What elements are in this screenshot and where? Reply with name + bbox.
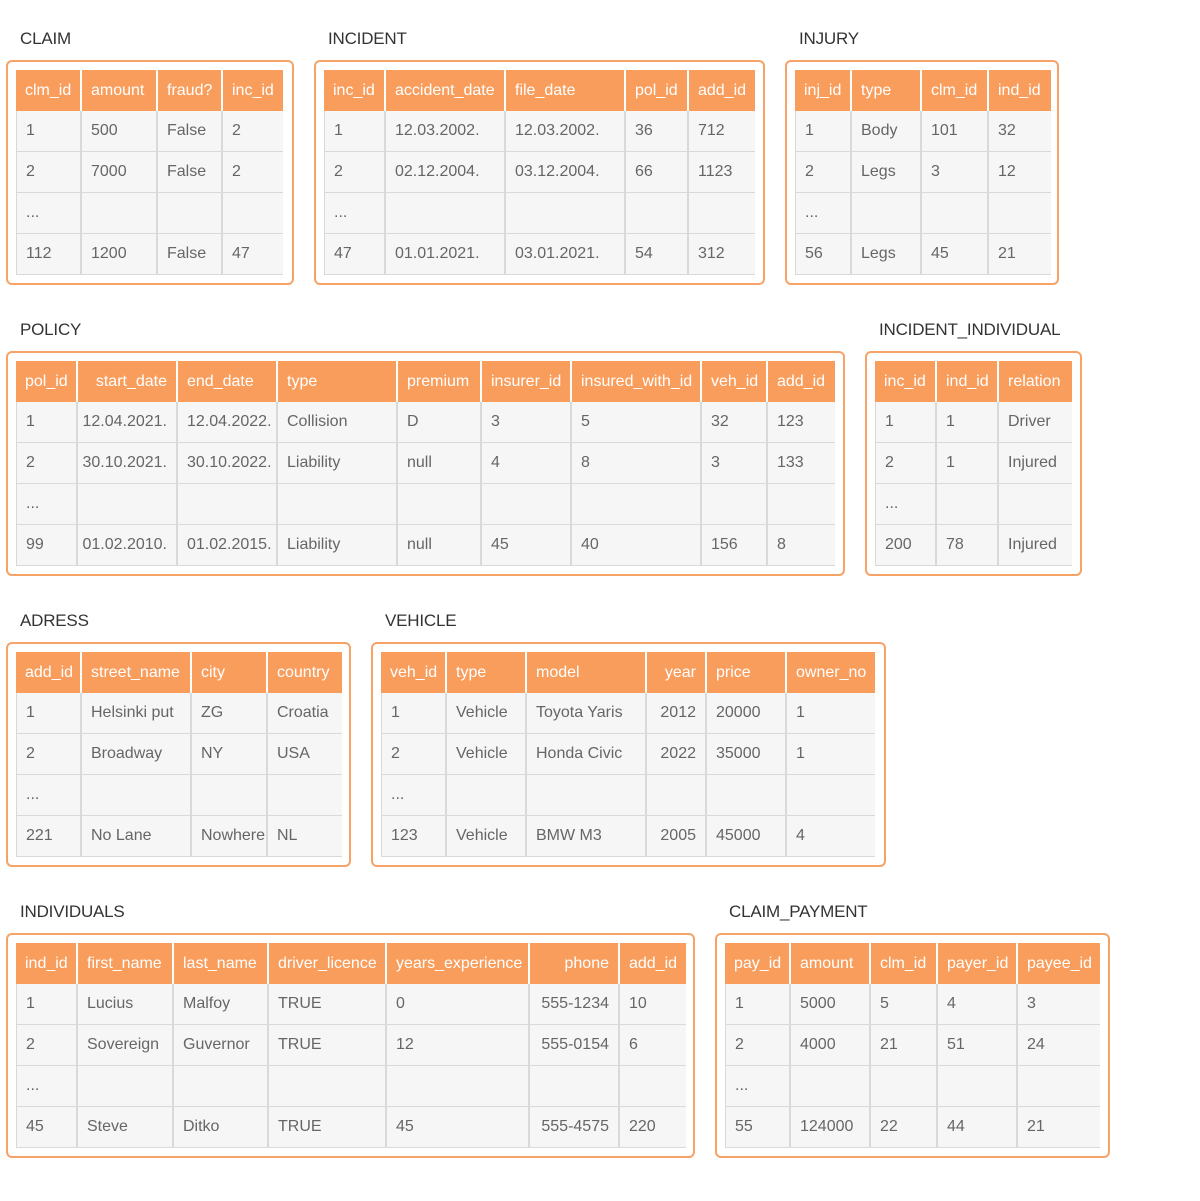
table-row (725, 1025, 1100, 1066)
table-cell: 1 (16, 984, 78, 1025)
table-cell: Collision (278, 402, 398, 443)
table-cell: 12 (387, 1025, 530, 1066)
individuals-table (16, 943, 686, 1148)
table-cell: 12.03.2002. (386, 111, 506, 152)
table-cell: 21 (871, 1025, 938, 1066)
column-header: accident_date (386, 70, 506, 111)
table-cell: 40 (572, 525, 702, 566)
table-cell: 45 (482, 525, 572, 566)
table-cell: 21 (1018, 1107, 1100, 1148)
table-cell: 35000 (707, 734, 787, 775)
table-cell: 112 (16, 234, 82, 275)
table-cell: Croatia (268, 693, 342, 734)
table-cell (278, 484, 398, 525)
table-cell: 56 (795, 234, 852, 275)
vehicle-table (381, 652, 875, 857)
table-header-row (16, 361, 835, 402)
table-cell: ... (16, 775, 82, 816)
column-header: type (278, 361, 398, 402)
table-cell: BMW M3 (527, 816, 647, 857)
table-cell (647, 775, 707, 816)
table-cell: TRUE (269, 1107, 387, 1148)
column-header: ind_id (989, 70, 1051, 111)
table-cell: 3 (1018, 984, 1100, 1025)
table-row (16, 111, 283, 152)
policy-table-title: POLICY (20, 320, 82, 339)
table-cell: 4 (938, 984, 1018, 1025)
column-header: year (647, 652, 707, 693)
vehicle-table-title: VEHICLE (385, 611, 457, 630)
table-cell: 1 (324, 111, 386, 152)
table-cell (482, 484, 572, 525)
table-cell: 78 (937, 525, 999, 566)
table-cell: Injured (999, 525, 1072, 566)
table-cell: 47 (324, 234, 386, 275)
table-cell: 500 (82, 111, 158, 152)
table-cell (78, 1066, 174, 1107)
table-row (16, 816, 342, 857)
table-cell: Legs (852, 152, 922, 193)
table-row (725, 1107, 1100, 1148)
column-header: add_id (620, 943, 686, 984)
table-cell: 02.12.2004. (386, 152, 506, 193)
table-cell: 2 (725, 1025, 791, 1066)
table-cell: 3 (922, 152, 989, 193)
table-cell (768, 484, 835, 525)
table-cell: ... (324, 193, 386, 234)
table-cell: 45000 (707, 816, 787, 857)
table-cell: False (158, 234, 223, 275)
table-cell (506, 193, 626, 234)
table-cell: NY (192, 734, 268, 775)
table-cell: Liability (278, 525, 398, 566)
table-cell: 45 (922, 234, 989, 275)
table-row (381, 816, 875, 857)
table-cell: 4000 (791, 1025, 871, 1066)
incident-individual-table-title: INCIDENT_INDIVIDUAL (879, 320, 1061, 339)
table-cell: 2005 (647, 816, 707, 857)
table-header-row (875, 361, 1072, 402)
column-header: payer_id (938, 943, 1018, 984)
table-row (16, 693, 342, 734)
table-cell: 20000 (707, 693, 787, 734)
table-cell: 55 (725, 1107, 791, 1148)
table-cell: 66 (626, 152, 689, 193)
table-cell: False (158, 111, 223, 152)
table-cell: Honda Civic (527, 734, 647, 775)
column-header: price (707, 652, 787, 693)
table-cell (78, 484, 178, 525)
column-header: inj_id (795, 70, 852, 111)
table-row (795, 193, 1051, 234)
table-cell (527, 775, 647, 816)
column-header: inc_id (875, 361, 937, 402)
table-cell: 1123 (689, 152, 755, 193)
table-cell (938, 1066, 1018, 1107)
table-cell: 221 (16, 816, 82, 857)
column-header: street_name (82, 652, 192, 693)
table-cell: 1 (795, 111, 852, 152)
column-header: clm_id (871, 943, 938, 984)
table-cell (82, 193, 158, 234)
table-cell: 555-0154 (530, 1025, 620, 1066)
table-cell: 8 (572, 443, 702, 484)
table-cell: 220 (620, 1107, 686, 1148)
table-cell (626, 193, 689, 234)
table-cell (852, 193, 922, 234)
table-cell: 30.10.2022. (178, 443, 278, 484)
table-cell: ... (795, 193, 852, 234)
table-cell: 99 (16, 525, 78, 566)
table-cell: 3 (702, 443, 768, 484)
table-cell: 2 (381, 734, 447, 775)
table-cell: 4 (482, 443, 572, 484)
column-header: ind_id (16, 943, 78, 984)
table-cell: 01.02.2015. (178, 525, 278, 566)
table-cell: Malfoy (174, 984, 269, 1025)
table-cell: 1 (381, 693, 447, 734)
table-cell: 5 (572, 402, 702, 443)
table-cell (791, 1066, 871, 1107)
column-header: city (192, 652, 268, 693)
column-header: veh_id (381, 652, 447, 693)
column-header: payee_id (1018, 943, 1100, 984)
table-row (381, 775, 875, 816)
table-cell: Nowhere (192, 816, 268, 857)
table-cell (386, 193, 506, 234)
table-cell: Vehicle (447, 734, 527, 775)
table-cell: 1 (16, 111, 82, 152)
table-cell (937, 484, 999, 525)
table-cell: 2 (223, 152, 283, 193)
table-cell (223, 193, 283, 234)
table-row (16, 402, 835, 443)
table-cell (158, 193, 223, 234)
table-row (16, 1066, 686, 1107)
incident-individual-table (875, 361, 1072, 566)
table-cell (530, 1066, 620, 1107)
table-cell: Ditko (174, 1107, 269, 1148)
table-cell: 21 (989, 234, 1051, 275)
column-header: end_date (178, 361, 278, 402)
table-header-row (795, 70, 1051, 111)
column-header: clm_id (16, 70, 82, 111)
table-cell: Injured (999, 443, 1072, 484)
table-row (324, 193, 755, 234)
table-row (381, 693, 875, 734)
table-cell: Body (852, 111, 922, 152)
column-header: clm_id (922, 70, 989, 111)
table-cell: 1 (937, 443, 999, 484)
table-row (875, 402, 1072, 443)
table-cell: 12 (989, 152, 1051, 193)
table-row (16, 734, 342, 775)
table-cell (707, 775, 787, 816)
column-header: add_id (689, 70, 755, 111)
table-cell (398, 484, 482, 525)
table-row (324, 234, 755, 275)
claim-table (16, 70, 283, 275)
table-cell (178, 484, 278, 525)
individuals-table-title: INDIVIDUALS (20, 902, 125, 921)
table-cell: 2 (223, 111, 283, 152)
table-row (795, 111, 1051, 152)
table-cell: 03.01.2021. (506, 234, 626, 275)
table-row (16, 775, 342, 816)
column-header: country (268, 652, 342, 693)
table-row (875, 443, 1072, 484)
table-cell: Lucius (78, 984, 174, 1025)
table-cell: 1 (875, 402, 937, 443)
column-header: amount (82, 70, 158, 111)
table-cell: 51 (938, 1025, 1018, 1066)
table-cell: 156 (702, 525, 768, 566)
table-cell: TRUE (269, 1025, 387, 1066)
table-cell: Legs (852, 234, 922, 275)
injury-table-title: INJURY (799, 29, 859, 48)
table-header-row (725, 943, 1100, 984)
table-row (381, 734, 875, 775)
column-header: type (447, 652, 527, 693)
column-header: pol_id (626, 70, 689, 111)
table-cell: 1200 (82, 234, 158, 275)
table-cell: 03.12.2004. (506, 152, 626, 193)
column-header: inc_id (324, 70, 386, 111)
table-cell: 47 (223, 234, 283, 275)
table-cell: TRUE (269, 984, 387, 1025)
table-row (16, 984, 686, 1025)
table-header-row (381, 652, 875, 693)
claim-table-title: CLAIM (20, 29, 71, 48)
adress-table (16, 652, 342, 857)
table-header-row (16, 943, 686, 984)
table-cell: USA (268, 734, 342, 775)
table-cell: Vehicle (447, 693, 527, 734)
table-cell: ZG (192, 693, 268, 734)
table-cell: 45 (387, 1107, 530, 1148)
column-header: veh_id (702, 361, 768, 402)
table-row (875, 525, 1072, 566)
table-cell: ... (16, 193, 82, 234)
table-header-row (16, 70, 283, 111)
table-cell (922, 193, 989, 234)
table-cell: 01.02.2010. (78, 525, 178, 566)
table-cell: 12.03.2002. (506, 111, 626, 152)
table-cell: 10 (620, 984, 686, 1025)
table-cell: 133 (768, 443, 835, 484)
column-header: premium (398, 361, 482, 402)
table-cell: 712 (689, 111, 755, 152)
table-cell: 7000 (82, 152, 158, 193)
table-row (16, 234, 283, 275)
table-cell (1018, 1066, 1100, 1107)
table-cell: 2 (875, 443, 937, 484)
column-header: phone (530, 943, 620, 984)
table-cell: 12.04.2022. (178, 402, 278, 443)
table-cell (268, 775, 342, 816)
table-row (16, 1107, 686, 1148)
table-cell (989, 193, 1051, 234)
table-row (16, 1025, 686, 1066)
table-cell: 3 (482, 402, 572, 443)
table-cell: 6 (620, 1025, 686, 1066)
table-cell: 22 (871, 1107, 938, 1148)
table-cell: Guvernor (174, 1025, 269, 1066)
table-cell (871, 1066, 938, 1107)
table-row (324, 111, 755, 152)
column-header: driver_licence (269, 943, 387, 984)
table-cell (387, 1066, 530, 1107)
table-cell: ... (16, 484, 78, 525)
table-cell: Vehicle (447, 816, 527, 857)
table-cell: 2 (16, 152, 82, 193)
table-cell: 2 (324, 152, 386, 193)
incident-table (324, 70, 755, 275)
table-cell: 8 (768, 525, 835, 566)
table-cell: 12.04.2021. (78, 402, 178, 443)
table-cell: Sovereign (78, 1025, 174, 1066)
table-cell (702, 484, 768, 525)
table-row (725, 984, 1100, 1025)
table-row (16, 193, 283, 234)
table-cell: Steve (78, 1107, 174, 1148)
column-header: owner_no (787, 652, 875, 693)
table-cell: 1 (937, 402, 999, 443)
column-header: first_name (78, 943, 174, 984)
table-row (16, 443, 835, 484)
table-header-row (16, 652, 342, 693)
column-header: ind_id (937, 361, 999, 402)
table-row (16, 484, 835, 525)
table-cell: 2012 (647, 693, 707, 734)
table-cell: Driver (999, 402, 1072, 443)
column-header: add_id (16, 652, 82, 693)
table-cell: 24 (1018, 1025, 1100, 1066)
column-header: file_date (506, 70, 626, 111)
table-cell: 5 (871, 984, 938, 1025)
table-cell: 124000 (791, 1107, 871, 1148)
column-header: amount (791, 943, 871, 984)
table-cell: null (398, 525, 482, 566)
table-cell (269, 1066, 387, 1107)
table-row (16, 525, 835, 566)
table-cell: 123 (768, 402, 835, 443)
column-header: model (527, 652, 647, 693)
table-row (795, 152, 1051, 193)
table-cell (620, 1066, 686, 1107)
claim-payment-table-title: CLAIM_PAYMENT (729, 902, 868, 921)
table-cell: 200 (875, 525, 937, 566)
table-cell: 30.10.2021. (78, 443, 178, 484)
table-cell (999, 484, 1072, 525)
table-cell: Liability (278, 443, 398, 484)
table-cell: null (398, 443, 482, 484)
table-cell: 5000 (791, 984, 871, 1025)
incident-table-title: INCIDENT (328, 29, 407, 48)
column-header: relation (999, 361, 1072, 402)
column-header: pay_id (725, 943, 791, 984)
table-cell: 2 (16, 1025, 78, 1066)
column-header: add_id (768, 361, 835, 402)
table-cell: 2022 (647, 734, 707, 775)
table-cell: 01.01.2021. (386, 234, 506, 275)
table-row (725, 1066, 1100, 1107)
table-cell: 2 (16, 443, 78, 484)
column-header: insurer_id (482, 361, 572, 402)
table-cell: NL (268, 816, 342, 857)
column-header: years_experience (387, 943, 530, 984)
table-cell: 2 (795, 152, 852, 193)
table-cell: 555-1234 (530, 984, 620, 1025)
table-cell: 4 (787, 816, 875, 857)
table-cell: 555-4575 (530, 1107, 620, 1148)
policy-table (16, 361, 835, 566)
column-header: fraud? (158, 70, 223, 111)
table-cell: Helsinki put (82, 693, 192, 734)
table-cell: 45 (16, 1107, 78, 1148)
table-cell: 312 (689, 234, 755, 275)
injury-table (795, 70, 1051, 275)
table-cell: No Lane (82, 816, 192, 857)
table-row (16, 152, 283, 193)
table-cell: 36 (626, 111, 689, 152)
table-cell (787, 775, 875, 816)
column-header: pol_id (16, 361, 78, 402)
table-cell: 123 (381, 816, 447, 857)
table-cell: D (398, 402, 482, 443)
table-row (324, 152, 755, 193)
table-cell: ... (875, 484, 937, 525)
column-header: inc_id (223, 70, 283, 111)
table-cell: 1 (787, 734, 875, 775)
table-cell (82, 775, 192, 816)
table-cell: 1 (16, 402, 78, 443)
table-cell (192, 775, 268, 816)
table-cell: False (158, 152, 223, 193)
table-cell: 2 (16, 734, 82, 775)
table-cell (572, 484, 702, 525)
table-cell: 0 (387, 984, 530, 1025)
table-cell (447, 775, 527, 816)
table-cell: 1 (725, 984, 791, 1025)
claim-payment-table (725, 943, 1100, 1148)
table-cell (174, 1066, 269, 1107)
column-header: last_name (174, 943, 269, 984)
table-cell: 32 (702, 402, 768, 443)
table-cell: 1 (787, 693, 875, 734)
table-cell: 101 (922, 111, 989, 152)
table-cell: 44 (938, 1107, 1018, 1148)
column-header: start_date (78, 361, 178, 402)
column-header: insured_with_id (572, 361, 702, 402)
table-row (795, 234, 1051, 275)
column-header: type (852, 70, 922, 111)
table-cell: 1 (16, 693, 82, 734)
table-header-row (324, 70, 755, 111)
table-cell: ... (16, 1066, 78, 1107)
table-cell: Broadway (82, 734, 192, 775)
table-cell: 54 (626, 234, 689, 275)
adress-table-title: ADRESS (20, 611, 89, 630)
table-cell: 32 (989, 111, 1051, 152)
table-cell (689, 193, 755, 234)
table-cell: ... (381, 775, 447, 816)
table-row (875, 484, 1072, 525)
table-cell: Toyota Yaris (527, 693, 647, 734)
table-cell: ... (725, 1066, 791, 1107)
